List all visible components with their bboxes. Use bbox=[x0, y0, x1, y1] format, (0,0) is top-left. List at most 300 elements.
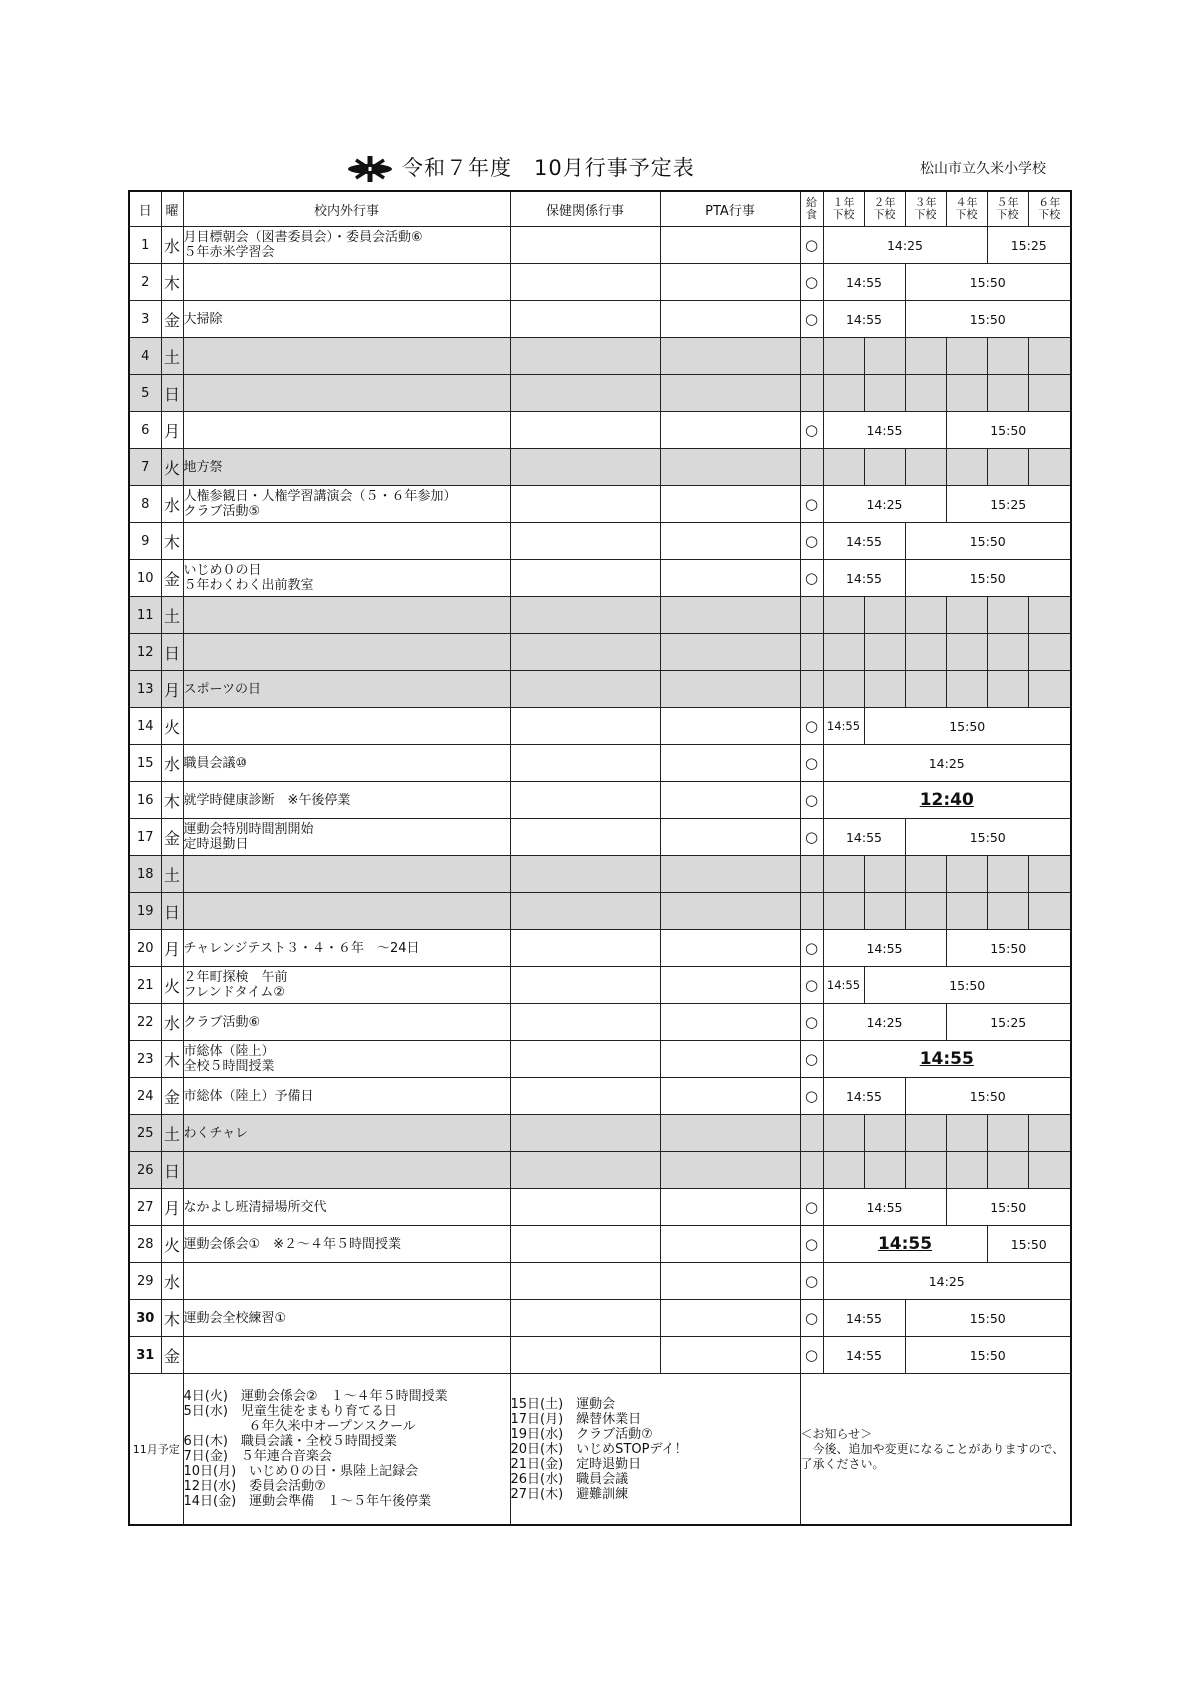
col-pta-events: PTA行事 bbox=[660, 191, 800, 227]
health-events-cell bbox=[510, 412, 660, 449]
event-line: 市総体（陸上）予備日 bbox=[183, 1088, 314, 1104]
dismissal-empty bbox=[823, 634, 864, 671]
event-line: 運動会係会① ※２～４年５時間授業 bbox=[183, 1236, 402, 1252]
november-item: 12日(水) 委員会活動⑦ bbox=[183, 1479, 326, 1494]
event-line: 人権参観日・人権学習講演会（５・６年参加） bbox=[183, 489, 457, 504]
school-events-cell bbox=[183, 1004, 510, 1041]
day-number: 8 bbox=[129, 486, 161, 523]
day-row bbox=[129, 1263, 1071, 1300]
day-row bbox=[129, 967, 1071, 1004]
pta-events-cell bbox=[660, 671, 800, 708]
school-events-cell bbox=[183, 1152, 510, 1189]
weekday: 木 bbox=[161, 264, 183, 301]
dismissal-time: 15:50 bbox=[864, 708, 1071, 745]
day-row bbox=[129, 227, 1071, 264]
event-line: フレンドタイム② bbox=[183, 985, 286, 1000]
day-number: 7 bbox=[129, 449, 161, 486]
grade-3-label: ３年 下校 bbox=[914, 196, 937, 221]
november-item: 17日(月) 繰替休業日 bbox=[510, 1411, 642, 1427]
dismissal-time: 14:55 bbox=[823, 708, 864, 745]
school-events-cell bbox=[183, 523, 510, 560]
lunch-mark: ○ bbox=[800, 1337, 823, 1374]
health-events-cell bbox=[510, 745, 660, 782]
day-number: 21 bbox=[129, 967, 161, 1004]
november-item: 4日(火) 運動会係会② １～４年５時間授業 bbox=[183, 1389, 448, 1404]
dismissal-empty bbox=[1028, 893, 1071, 930]
dismissal-empty bbox=[905, 671, 946, 708]
dismissal-empty bbox=[905, 375, 946, 412]
day-row bbox=[129, 819, 1071, 856]
health-events-cell bbox=[510, 597, 660, 634]
dismissal-time: 14:55 bbox=[823, 930, 946, 967]
dismissal-empty bbox=[987, 856, 1028, 893]
day-number: 14 bbox=[129, 708, 161, 745]
day-number: 23 bbox=[129, 1041, 161, 1078]
day-row bbox=[129, 597, 1071, 634]
pta-events-cell bbox=[660, 1078, 800, 1115]
day-number: 24 bbox=[129, 1078, 161, 1115]
pta-events-cell bbox=[660, 1189, 800, 1226]
lunch-mark: ○ bbox=[800, 560, 823, 597]
event-line: なかよし班清掃場所交代 bbox=[183, 1199, 327, 1215]
event-line: いじめ０の日 bbox=[183, 563, 262, 578]
lunch-mark: ○ bbox=[800, 1078, 823, 1115]
day-row bbox=[129, 486, 1071, 523]
lunch-mark: ○ bbox=[800, 1300, 823, 1337]
dismissal-time: 14:25 bbox=[823, 745, 1071, 782]
lunch-mark bbox=[800, 634, 823, 671]
day-number: 15 bbox=[129, 745, 161, 782]
day-number: 2 bbox=[129, 264, 161, 301]
event-line: ２年町探検 午前 bbox=[183, 970, 288, 985]
notice-text: ＜お知らせ＞ 今後、追加や変更になることがありますので、了承ください。 bbox=[800, 1426, 1065, 1471]
health-events-cell bbox=[510, 1078, 660, 1115]
pta-events-cell bbox=[660, 893, 800, 930]
day-number: 6 bbox=[129, 412, 161, 449]
school-events-cell bbox=[183, 671, 510, 708]
day-number: 20 bbox=[129, 930, 161, 967]
pta-events-cell bbox=[660, 930, 800, 967]
weekday: 水 bbox=[161, 227, 183, 264]
dismissal-empty bbox=[1028, 338, 1071, 375]
event-line: 月目標朝会（図書委員会）・委員会活動⑥ bbox=[183, 230, 423, 245]
november-item: 19日(水) クラブ活動⑦ bbox=[510, 1426, 653, 1442]
dismissal-time: 15:50 bbox=[905, 1078, 1071, 1115]
school-events-cell bbox=[183, 449, 510, 486]
dismissal-time: 14:55 bbox=[823, 1226, 987, 1263]
lunch-mark: ○ bbox=[800, 1189, 823, 1226]
day-row bbox=[129, 375, 1071, 412]
dismissal-time: 14:25 bbox=[823, 1263, 1071, 1300]
school-emblem-icon bbox=[346, 154, 394, 184]
school-events-cell bbox=[183, 338, 510, 375]
dismissal-empty bbox=[946, 856, 987, 893]
health-events-cell bbox=[510, 671, 660, 708]
weekday: 月 bbox=[161, 412, 183, 449]
dismissal-empty bbox=[905, 1152, 946, 1189]
dismissal-empty bbox=[823, 338, 864, 375]
weekday: 日 bbox=[161, 375, 183, 412]
weekday: 火 bbox=[161, 449, 183, 486]
dismissal-empty bbox=[864, 893, 905, 930]
day-row bbox=[129, 634, 1071, 671]
dismissal-empty bbox=[864, 634, 905, 671]
col-lunch-label: 給 食 bbox=[806, 196, 817, 221]
weekday: 金 bbox=[161, 819, 183, 856]
day-number: 27 bbox=[129, 1189, 161, 1226]
dismissal-empty bbox=[1028, 634, 1071, 671]
school-events-cell bbox=[183, 1189, 510, 1226]
dismissal-time: 12:40 bbox=[823, 782, 1071, 819]
weekday: 月 bbox=[161, 671, 183, 708]
lunch-mark: ○ bbox=[800, 1041, 823, 1078]
day-row bbox=[129, 560, 1071, 597]
day-number: 1 bbox=[129, 227, 161, 264]
day-row bbox=[129, 1004, 1071, 1041]
dismissal-time: 14:55 bbox=[823, 301, 905, 338]
lunch-mark bbox=[800, 597, 823, 634]
dismissal-time: 14:55 bbox=[823, 1041, 1071, 1078]
day-row bbox=[129, 1189, 1071, 1226]
weekday: 日 bbox=[161, 1152, 183, 1189]
dismissal-empty bbox=[946, 1152, 987, 1189]
november-left bbox=[183, 1374, 510, 1526]
dismissal-time: 14:55 bbox=[823, 1189, 946, 1226]
dismissal-empty bbox=[1028, 375, 1071, 412]
school-events-cell bbox=[183, 264, 510, 301]
school-events-cell bbox=[183, 782, 510, 819]
dismissal-empty bbox=[905, 893, 946, 930]
weekday: 木 bbox=[161, 1041, 183, 1078]
november-item: ６年久米中オープンスクール bbox=[183, 1419, 416, 1434]
dismissal-empty bbox=[1028, 1115, 1071, 1152]
dismissal-time: 15:50 bbox=[905, 301, 1071, 338]
col-grade-5 bbox=[987, 191, 1028, 227]
dismissal-time: 14:55 bbox=[823, 819, 905, 856]
lunch-mark bbox=[800, 449, 823, 486]
november-item: 21日(金) 定時退勤日 bbox=[510, 1456, 642, 1472]
pta-events-cell bbox=[660, 745, 800, 782]
dismissal-empty bbox=[1028, 597, 1071, 634]
health-events-cell bbox=[510, 227, 660, 264]
pta-events-cell bbox=[660, 1115, 800, 1152]
dismissal-empty bbox=[987, 1115, 1028, 1152]
school-events-cell bbox=[183, 301, 510, 338]
weekday: 木 bbox=[161, 782, 183, 819]
pta-events-cell bbox=[660, 856, 800, 893]
event-line: 市総体（陸上） bbox=[183, 1044, 275, 1059]
pta-events-cell bbox=[660, 375, 800, 412]
dismissal-empty bbox=[864, 597, 905, 634]
day-number: 13 bbox=[129, 671, 161, 708]
dismissal-time: 15:25 bbox=[946, 486, 1071, 523]
grade-4-label: ４年 下校 bbox=[955, 196, 978, 221]
dismissal-empty bbox=[823, 597, 864, 634]
event-line: クラブ活動⑤ bbox=[183, 504, 261, 519]
weekday: 火 bbox=[161, 1226, 183, 1263]
pta-events-cell bbox=[660, 449, 800, 486]
lunch-mark: ○ bbox=[800, 930, 823, 967]
dismissal-empty bbox=[946, 597, 987, 634]
day-row bbox=[129, 1152, 1071, 1189]
pta-events-cell bbox=[660, 560, 800, 597]
event-line: 運動会特別時間割開始 bbox=[183, 822, 314, 837]
weekday: 月 bbox=[161, 930, 183, 967]
dismissal-empty bbox=[946, 449, 987, 486]
dismissal-time: 14:55 bbox=[823, 1078, 905, 1115]
schedule-table bbox=[128, 190, 1072, 1526]
november-item: 26日(水) 職員会議 bbox=[510, 1471, 629, 1487]
dismissal-empty bbox=[864, 671, 905, 708]
school-events-cell bbox=[183, 1337, 510, 1374]
day-row bbox=[129, 1300, 1071, 1337]
day-rows bbox=[129, 227, 1071, 1374]
school-events-cell bbox=[183, 1300, 510, 1337]
dismissal-empty bbox=[823, 893, 864, 930]
health-events-cell bbox=[510, 375, 660, 412]
col-grade-2 bbox=[864, 191, 905, 227]
dismissal-time: 14:55 bbox=[823, 967, 864, 1004]
dismissal-time: 15:50 bbox=[946, 1189, 1071, 1226]
dismissal-empty bbox=[946, 375, 987, 412]
day-number: 30 bbox=[129, 1300, 161, 1337]
school-events-cell bbox=[183, 375, 510, 412]
dismissal-time: 15:50 bbox=[946, 412, 1071, 449]
school-events-cell bbox=[183, 967, 510, 1004]
day-number: 12 bbox=[129, 634, 161, 671]
school-events-cell bbox=[183, 1078, 510, 1115]
dismissal-empty bbox=[864, 1115, 905, 1152]
health-events-cell bbox=[510, 1226, 660, 1263]
weekday: 土 bbox=[161, 597, 183, 634]
november-item: 10日(月) いじめ０の日・県陸上記録会 bbox=[183, 1464, 419, 1479]
school-events-cell bbox=[183, 1263, 510, 1300]
school-events-cell bbox=[183, 560, 510, 597]
day-row bbox=[129, 301, 1071, 338]
dismissal-empty bbox=[905, 634, 946, 671]
weekday: 木 bbox=[161, 523, 183, 560]
col-weekday: 曜 bbox=[161, 191, 183, 227]
health-events-cell bbox=[510, 708, 660, 745]
dismissal-empty bbox=[864, 856, 905, 893]
pta-events-cell bbox=[660, 227, 800, 264]
day-row bbox=[129, 708, 1071, 745]
dismissal-time: 15:25 bbox=[946, 1004, 1071, 1041]
pta-events-cell bbox=[660, 782, 800, 819]
weekday: 土 bbox=[161, 1115, 183, 1152]
event-line: 運動会全校練習① bbox=[183, 1310, 287, 1326]
school-events-cell bbox=[183, 1115, 510, 1152]
dismissal-empty bbox=[1028, 449, 1071, 486]
dismissal-empty bbox=[987, 338, 1028, 375]
lunch-mark: ○ bbox=[800, 708, 823, 745]
dismissal-empty bbox=[987, 375, 1028, 412]
dismissal-empty bbox=[987, 597, 1028, 634]
day-number: 26 bbox=[129, 1152, 161, 1189]
dismissal-empty bbox=[1028, 856, 1071, 893]
day-row bbox=[129, 893, 1071, 930]
day-row bbox=[129, 412, 1071, 449]
dismissal-empty bbox=[823, 1152, 864, 1189]
lunch-mark: ○ bbox=[800, 745, 823, 782]
dismissal-time: 14:55 bbox=[823, 264, 905, 301]
event-line: 定時退勤日 bbox=[183, 837, 249, 852]
november-right bbox=[510, 1374, 800, 1526]
weekday: 金 bbox=[161, 1337, 183, 1374]
day-number: 22 bbox=[129, 1004, 161, 1041]
health-events-cell bbox=[510, 1152, 660, 1189]
lunch-mark: ○ bbox=[800, 264, 823, 301]
dismissal-time: 15:50 bbox=[946, 930, 1071, 967]
health-events-cell bbox=[510, 1337, 660, 1374]
weekday: 水 bbox=[161, 486, 183, 523]
dismissal-empty bbox=[905, 449, 946, 486]
dismissal-empty bbox=[905, 338, 946, 375]
day-number: 18 bbox=[129, 856, 161, 893]
lunch-mark bbox=[800, 1152, 823, 1189]
notice bbox=[800, 1374, 1071, 1526]
dismissal-empty bbox=[987, 893, 1028, 930]
dismissal-time: 14:25 bbox=[823, 1004, 946, 1041]
school-events-cell bbox=[183, 856, 510, 893]
health-events-cell bbox=[510, 1041, 660, 1078]
weekday: 金 bbox=[161, 301, 183, 338]
dismissal-empty bbox=[823, 1115, 864, 1152]
dismissal-time: 15:25 bbox=[987, 227, 1071, 264]
health-events-cell bbox=[510, 1189, 660, 1226]
dismissal-time: 15:50 bbox=[905, 264, 1071, 301]
lunch-mark bbox=[800, 338, 823, 375]
dismissal-time: 14:55 bbox=[823, 1337, 905, 1374]
pta-events-cell bbox=[660, 967, 800, 1004]
day-row bbox=[129, 264, 1071, 301]
day-number: 19 bbox=[129, 893, 161, 930]
school-events-cell bbox=[183, 819, 510, 856]
pta-events-cell bbox=[660, 1263, 800, 1300]
dismissal-time: 14:25 bbox=[823, 486, 946, 523]
day-row bbox=[129, 930, 1071, 967]
health-events-cell bbox=[510, 967, 660, 1004]
weekday: 水 bbox=[161, 745, 183, 782]
day-row bbox=[129, 745, 1071, 782]
pta-events-cell bbox=[660, 338, 800, 375]
november-item: 14日(金) 運動会準備 １～５年午後停業 bbox=[183, 1494, 432, 1509]
dismissal-empty bbox=[823, 449, 864, 486]
day-row bbox=[129, 338, 1071, 375]
day-number: 11 bbox=[129, 597, 161, 634]
school-events-cell bbox=[183, 1226, 510, 1263]
dismissal-empty bbox=[1028, 671, 1071, 708]
lunch-mark: ○ bbox=[800, 301, 823, 338]
november-label: 11月予定 bbox=[129, 1374, 183, 1526]
dismissal-time: 15:50 bbox=[864, 967, 1071, 1004]
day-row bbox=[129, 1078, 1071, 1115]
november-item: 27日(木) 避難訓練 bbox=[510, 1486, 629, 1502]
health-events-cell bbox=[510, 1115, 660, 1152]
col-grade-1 bbox=[823, 191, 864, 227]
dismissal-time: 15:50 bbox=[905, 1337, 1071, 1374]
health-events-cell bbox=[510, 1300, 660, 1337]
col-school-events: 校内外行事 bbox=[183, 191, 510, 227]
health-events-cell bbox=[510, 819, 660, 856]
day-row bbox=[129, 1041, 1071, 1078]
lunch-mark bbox=[800, 375, 823, 412]
pta-events-cell bbox=[660, 708, 800, 745]
november-item: 6日(木) 職員会議・全校５時間授業 bbox=[183, 1434, 397, 1449]
november-row bbox=[129, 1374, 1071, 1526]
dismissal-empty bbox=[946, 893, 987, 930]
pta-events-cell bbox=[660, 412, 800, 449]
dismissal-empty bbox=[987, 671, 1028, 708]
health-events-cell bbox=[510, 338, 660, 375]
weekday: 日 bbox=[161, 634, 183, 671]
dismissal-time: 15:50 bbox=[905, 1300, 1071, 1337]
dismissal-time: 15:50 bbox=[905, 560, 1071, 597]
lunch-mark bbox=[800, 671, 823, 708]
event-line: わくチャレ bbox=[183, 1125, 249, 1141]
day-number: 16 bbox=[129, 782, 161, 819]
dismissal-time: 14:55 bbox=[823, 560, 905, 597]
dismissal-time: 15:50 bbox=[905, 819, 1071, 856]
event-line: スポーツの日 bbox=[183, 681, 261, 697]
health-events-cell bbox=[510, 930, 660, 967]
pta-events-cell bbox=[660, 1041, 800, 1078]
health-events-cell bbox=[510, 560, 660, 597]
lunch-mark: ○ bbox=[800, 1263, 823, 1300]
weekday: 金 bbox=[161, 560, 183, 597]
school-events-cell bbox=[183, 893, 510, 930]
page-title: 令和７年度 10月行事予定表 bbox=[402, 156, 695, 180]
weekday: 火 bbox=[161, 708, 183, 745]
weekday: 水 bbox=[161, 1263, 183, 1300]
dismissal-time: 15:50 bbox=[987, 1226, 1071, 1263]
day-row bbox=[129, 449, 1071, 486]
day-number: 17 bbox=[129, 819, 161, 856]
day-row bbox=[129, 671, 1071, 708]
lunch-mark: ○ bbox=[800, 486, 823, 523]
event-line: ５年わくわく出前教室 bbox=[183, 578, 314, 593]
weekday: 月 bbox=[161, 1189, 183, 1226]
health-events-cell bbox=[510, 782, 660, 819]
november-item: 5日(水) 児童生徒をまもり育てる日 bbox=[183, 1404, 397, 1419]
day-number: 31 bbox=[129, 1337, 161, 1374]
pta-events-cell bbox=[660, 264, 800, 301]
dismissal-empty bbox=[864, 338, 905, 375]
col-lunch bbox=[800, 191, 823, 227]
school-events-cell bbox=[183, 930, 510, 967]
school-name: 松山市立久米小学校 bbox=[920, 161, 1046, 177]
day-number: 5 bbox=[129, 375, 161, 412]
dismissal-empty bbox=[946, 1115, 987, 1152]
dismissal-time: 14:55 bbox=[823, 1300, 905, 1337]
health-events-cell bbox=[510, 449, 660, 486]
weekday: 火 bbox=[161, 967, 183, 1004]
pta-events-cell bbox=[660, 819, 800, 856]
day-row bbox=[129, 856, 1071, 893]
school-events-cell bbox=[183, 227, 510, 264]
event-line: クラブ活動⑥ bbox=[183, 1014, 261, 1030]
dismissal-empty bbox=[946, 338, 987, 375]
pta-events-cell bbox=[660, 1152, 800, 1189]
weekday: 金 bbox=[161, 1078, 183, 1115]
grade-2-label: ２年 下校 bbox=[873, 196, 896, 221]
weekday: 土 bbox=[161, 338, 183, 375]
health-events-cell bbox=[510, 301, 660, 338]
dismissal-time: 15:50 bbox=[905, 523, 1071, 560]
health-events-cell bbox=[510, 264, 660, 301]
event-line: 就学時健康診断 ※午後停業 bbox=[183, 792, 351, 808]
dismissal-time: 14:55 bbox=[823, 412, 946, 449]
